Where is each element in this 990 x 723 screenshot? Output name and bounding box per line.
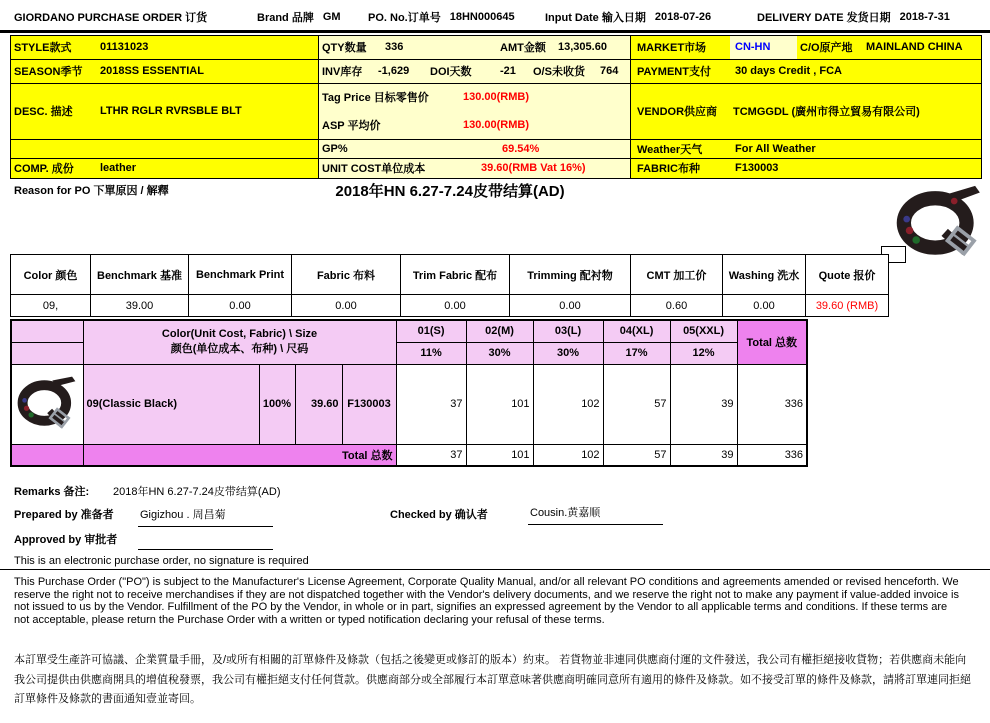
size-col-m: 02(M) [466,320,533,342]
qty-value: 336 [385,41,404,53]
delivery-date-field [757,6,950,28]
total-qty-xxl: 39 [670,444,737,466]
size-col-xxl: 05(XXL) [670,320,737,342]
season-label: SEASON季节 [14,66,83,78]
reason-label: Reason for PO 下單原因 / 解釋 [14,185,169,197]
size-header-total: Total 总数 [737,320,807,364]
terms-divider [0,569,990,570]
total-qty-m: 101 [466,444,533,466]
approved-by-label: Approved by 审批者 [14,534,118,546]
grid-line [318,35,319,178]
ratio-xxl: 12% [670,342,737,364]
po-number-label: PO. No.订单号 [368,12,441,24]
cost-header-trimming: Trimming 配衬物 [510,255,631,295]
cost-quote: 39.60 (RMB) [806,295,889,317]
cost-trimming: 0.00 [510,295,631,317]
row-percent: 100% [259,364,295,444]
market-value: CN-HN [735,41,771,53]
cost-header-color: Color 颜色 [11,255,91,295]
qty-label: QTY数量 [322,42,367,54]
ratio-l: 30% [533,342,603,364]
size-data-row [11,364,807,444]
prepared-by-label: Prepared by 准备者 [14,509,114,521]
grid-line [10,35,11,178]
input-date-value: 2018-07-26 [654,11,712,23]
row-qty-l: 102 [533,364,603,444]
row-belt-image-cell [11,364,83,444]
total-qty-l: 102 [533,444,603,466]
gp-label: GP% [322,142,348,155]
size-header-spacer [11,320,83,342]
inventory-value: -1,629 [378,65,410,77]
row-qty-total: 336 [737,364,807,444]
asp-value: 130.00(RMB) [463,119,530,131]
grid-line [981,35,982,178]
size-col-l: 03(L) [533,320,603,342]
size-total-row [11,444,807,466]
vendor-label: VENDOR供应商 [637,106,718,118]
ratio-s: 11% [396,342,466,364]
checked-signature-line [528,524,663,525]
cost-fabric: 0.00 [292,295,401,317]
size-header-color-size-zh: 颜色(单位成本、布种) \ 尺码 [170,343,309,356]
size-header-color-size-en: Color(Unit Cost, Fabric) \ Size [161,328,318,341]
cost-cmt: 0.60 [631,295,723,317]
country-origin-label: C/O原产地 [800,42,853,54]
title-divider [0,30,990,33]
brand-field [257,6,341,28]
market-label: MARKET市场 [637,42,707,54]
composition-value: leather [100,162,137,174]
ratio-m: 30% [466,342,533,364]
terms-chinese: 本訂單受生產許可協議、企業質量手冊，及/或所有相關的訂單條件及條款（包括之後變更或修訂的版本）約束。 若貨物並非連同供應商付運的文件發送，我公司有權拒絕接收貨物；若供應商未能向我公司提供由供應商開具的增值稅發票，我公司有權拒絕支付任何貨款。供應商部分或全部履行本訂單意味著供應商明確同意所有適用的條件及條款。如不接受訂單的條件及條款，請將訂單連同拒絕訂單條件及條款的書面通知壹並寄回。 [14,654,971,705]
remarks-label: Remarks 备注: [14,486,90,498]
size-header-row-1 [11,320,807,342]
grid-line [10,178,982,179]
country-origin-value: MAINLAND CHINA [866,41,963,53]
row-unit-cost: 39.60 [295,364,342,444]
cost-benchmark-print: 0.00 [189,295,292,317]
cost-table-data-row [11,295,889,317]
ratio-xl: 17% [603,342,670,364]
inventory-label: INV库存 [322,66,363,78]
po-number-field [368,6,515,28]
fabric-label: FABRIC布种 [637,163,700,175]
composition-label: COMP. 成份 [14,163,74,175]
doc-title: GIORDANO PURCHASE ORDER 订货 [14,12,208,24]
asp-label: ASP 平均价 [322,120,381,132]
row-fabric-code: F130003 [342,364,396,444]
input-date-field [545,6,711,28]
checked-by-label: Checked by 确认者 [390,509,488,521]
cost-washing: 0.00 [723,295,806,317]
checked-by-value: Cousin.黄嘉顺 [530,507,601,519]
style-value: 01131023 [100,41,149,53]
size-header-color-size [83,320,396,364]
approved-signature-line [138,549,273,550]
style-label: STYLE款式 [14,42,72,54]
vendor-value: TCMGGDL (廣州市得立貿易有限公司) [733,106,920,118]
payment-value: 30 days Credit , FCA [735,65,842,77]
amt-value: 13,305.60 [558,41,607,53]
po-number-value: 18HN000645 [449,11,515,23]
size-quantity-table [10,319,808,467]
remarks-value: 2018年HN 6.27-7.24皮带结算(AD) [113,486,281,498]
row-qty-m: 101 [466,364,533,444]
row-qty-s: 37 [396,364,466,444]
row-color-name: 09(Classic Black) [83,364,259,444]
unit-cost-label: UNIT COST单位成本 [322,163,426,175]
cost-header-fabric: Fabric 布料 [292,255,401,295]
payment-label: PAYMENT支付 [637,66,711,78]
cost-header-quote: Quote 报价 [806,255,889,295]
prepared-signature-line [138,526,273,527]
total-row-spacer [11,444,83,466]
grid-line [10,139,982,140]
season-value: 2018SS ESSENTIAL [100,65,204,77]
brand-label: Brand 品牌 [257,12,314,24]
total-qty-xl: 57 [603,444,670,466]
tag-price-value: 130.00(RMB) [463,91,530,103]
cost-header-washing: Washing 洗水 [723,255,806,295]
cost-trim-fabric: 0.00 [401,295,510,317]
cost-color: 09, [11,295,91,317]
fabric-value: F130003 [735,162,779,174]
cost-benchmark: 39.00 [91,295,189,317]
gp-value: 69.54% [502,142,540,155]
unit-cost-value: 39.60(RMB Vat 16%) [481,162,586,174]
delivery-date-label: DELIVERY DATE 发货日期 [757,12,891,24]
brand-value: GM [322,11,341,23]
terms-english: This Purchase Order ("PO") is subject to the Manufacturer's License Agreement, Corporate Quality Manual, and/or all relevant PO conditions and agreements amended or revised henceforth. We reserve the right not to receive merchandises if they are not dispatched together with the Vendor's delivery documents, and we reserve the right not to make any payment if value-added invoice is not issued to us by the Vendor. Fulfillment of the PO by the Vendor, in whole or in part, signifies an expressed agreement by the Vendor to all applicable terms and conditions. If these terms are not acceptable, please return the Purchase Order with a written or typed notification declaring your refusal of these terms. [14,576,959,626]
size-col-s: 01(S) [396,320,466,342]
weather-label: Weather天气 [637,143,703,156]
belt-icon [14,365,80,441]
description-label: DESC. 描述 [14,106,73,118]
input-date-label: Input Date 输入日期 [545,12,646,24]
electronic-note: This is an electronic purchase order, no signature is required [14,555,309,567]
doi-value: -21 [500,65,516,77]
row-qty-xxl: 39 [670,364,737,444]
grid-line [630,35,631,178]
cost-table-header-row [11,255,889,295]
po-title: 2018年HN 6.27-7.24皮带结算(AD) [335,183,565,200]
cost-header-cmt: CMT 加工价 [631,255,723,295]
size-header-spacer [11,342,83,364]
cost-header-benchmark: Benchmark 基准 [91,255,189,295]
total-qty-all: 336 [737,444,807,466]
outstanding-label: O/S未收货 [533,66,585,78]
cost-header-benchmark-print: Benchmark Print [189,255,292,295]
cost-table [10,254,889,317]
size-col-xl: 04(XL) [603,320,670,342]
delivery-date-value: 2018-7-31 [899,11,950,23]
description-value: LTHR RGLR RVRSBLE BLT [100,105,242,117]
weather-value: For All Weather [735,142,816,155]
doi-label: DOI天数 [430,66,472,78]
amt-label: AMT金额 [500,42,546,54]
tag-price-label: Tag Price 目标零售价 [322,92,429,104]
total-qty-s: 37 [396,444,466,466]
row-qty-xl: 57 [603,364,670,444]
cost-header-trim-fabric: Trim Fabric 配布 [401,255,510,295]
outstanding-value: 764 [600,65,619,77]
total-row-label: Total 总数 [83,444,396,466]
prepared-by-value: Gigizhou . 周昌菊 [140,509,226,521]
